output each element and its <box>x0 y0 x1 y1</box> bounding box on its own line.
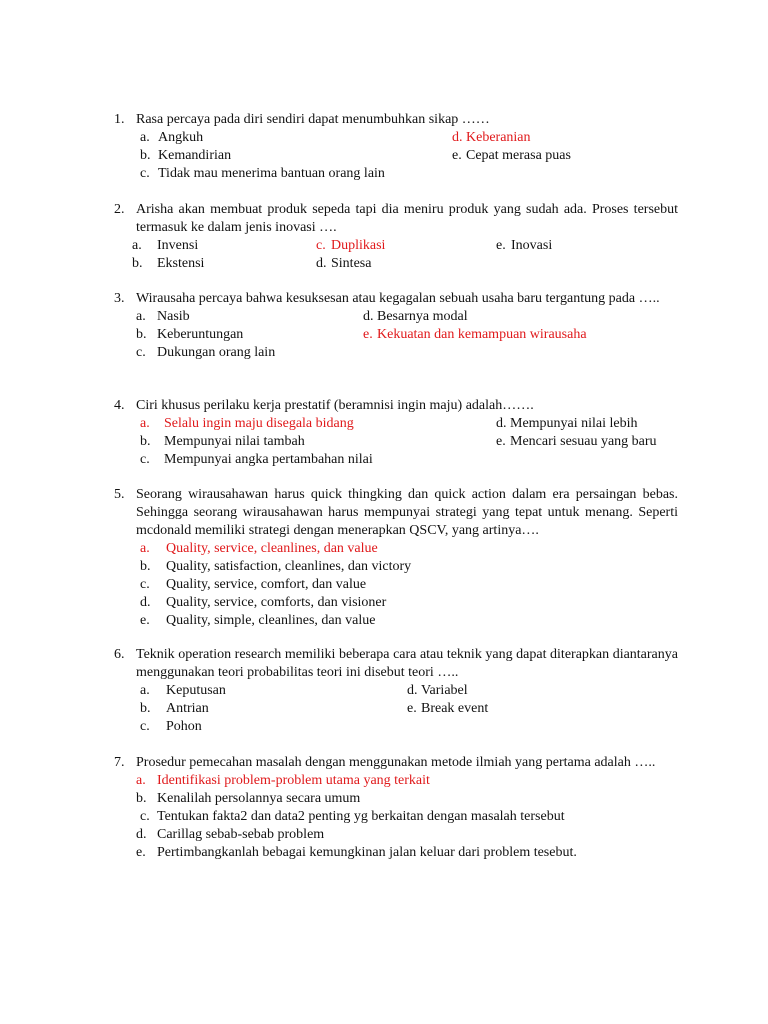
option-a: a. Nasib <box>136 309 190 324</box>
question-5 <box>114 486 678 630</box>
option-a: a. Angkuh <box>140 130 204 145</box>
option-a: a. Keputusan <box>140 683 226 698</box>
question-stem <box>114 486 678 540</box>
question-stem <box>114 290 678 308</box>
question-number: 6. <box>114 647 125 662</box>
option-c-correct: c. Duplikasi <box>316 238 386 253</box>
option-e: e. Quality, simple, cleanlines, dan value <box>140 613 376 628</box>
option-a-correct: a. Selalu ingin maju disegala bidang <box>140 416 354 431</box>
option-d: d. Carillag sebab-sebab problem <box>136 827 325 842</box>
question-3 <box>114 290 678 362</box>
question-text: Teknik operation research memiliki beberapa cara atau teknik yang dapat diterapkan diantaranya menggunakan teori probabilitas teori ini disebut teori ….. <box>136 647 678 680</box>
option-a-correct: a. Quality, service, cleanlines, dan value <box>140 541 378 556</box>
option-c: c. Quality, service, comfort, dan value <box>140 577 367 592</box>
option-list <box>114 682 678 736</box>
option-c: c. Dukungan orang lain <box>136 345 276 360</box>
option-e: e. Pertimbangkanlah bebagai kemungkinan jalan keluar dari problem tesebut. <box>136 845 577 860</box>
question-2 <box>114 201 678 273</box>
question-stem <box>114 754 678 772</box>
question-1 <box>114 111 678 183</box>
option-b: b. Mempunyai nilai tambah <box>140 434 305 449</box>
option-d: d. Quality, service, comforts, dan visioner <box>140 595 387 610</box>
option-b: b. Kemandirian <box>140 148 232 163</box>
question-stem <box>114 646 678 682</box>
question-number: 7. <box>114 755 125 770</box>
option-list <box>114 540 678 630</box>
option-e: e. Break event <box>407 701 489 716</box>
option-b: b. Antrian <box>140 701 209 716</box>
question-7 <box>114 754 678 862</box>
question-number: 1. <box>114 112 125 127</box>
option-c: c. Tidak mau menerima bantuan orang lain <box>140 166 385 181</box>
option-b: b. Ekstensi <box>132 256 205 271</box>
option-d: d. Sintesa <box>316 256 372 271</box>
option-e: e. Inovasi <box>496 238 553 253</box>
option-b: b. Kenalilah persolannya secara umum <box>136 791 361 806</box>
option-list <box>114 129 678 183</box>
option-c: c. Pohon <box>140 719 202 734</box>
option-e-correct: e. Kekuatan dan kemampuan wirausaha <box>363 327 587 342</box>
question-text: Arisha akan membuat produk sepeda tapi dia meniru produk yang sudah ada. Proses tersebut termasuk ke dalam jenis inovasi …. <box>136 202 678 235</box>
option-e: e. Mencari sesuau yang baru <box>496 434 657 449</box>
option-d-correct: d. Keberanian <box>452 130 531 145</box>
question-stem <box>114 397 678 415</box>
question-stem <box>114 111 678 129</box>
option-d: d. Mempunyai nilai lebih <box>496 416 638 431</box>
option-e: e. Cepat merasa puas <box>452 148 571 163</box>
question-number: 5. <box>114 487 125 502</box>
question-stem <box>114 201 678 237</box>
option-b: b. Quality, satisfaction, cleanlines, dan victory <box>140 559 412 574</box>
question-text: Prosedur pemecahan masalah dengan menggunakan metode ilmiah yang pertama adalah ….. <box>136 755 656 770</box>
option-a: a. Invensi <box>132 238 199 253</box>
question-text: Ciri khusus perilaku kerja prestatif (beramnisi ingin maju) adalah……. <box>136 398 534 413</box>
question-text: Seorang wirausahawan harus quick thingking dan quick action dalam era persaingan bebas. Sehingga seorang wirausahawan harus mempunyai strategi yang tepat untuk menang. Seperti mcdonald memiliki strategi dengan menerapkan QSCV, yang artinya…. <box>136 487 678 538</box>
option-d: d. Besarnya modal <box>363 309 468 324</box>
option-a-correct: a. Identifikasi problem-problem utama yang terkait <box>136 773 430 788</box>
option-c: c. Mempunyai angka pertambahan nilai <box>140 452 373 467</box>
option-c: c. Tentukan fakta2 dan data2 penting yg berkaitan dengan masalah tersebut <box>140 809 565 824</box>
question-number: 4. <box>114 398 125 413</box>
question-number: 3. <box>114 291 125 306</box>
question-number: 2. <box>114 202 125 217</box>
option-list <box>114 237 678 273</box>
option-list <box>114 772 678 862</box>
question-4 <box>114 397 678 469</box>
question-6 <box>114 646 678 736</box>
question-text: Wirausaha percaya bahwa kesuksesan atau kegagalan sebuah usaha baru tergantung pada ….. <box>136 291 660 306</box>
question-text: Rasa percaya pada diri sendiri dapat menumbuhkan sikap …… <box>136 112 490 127</box>
option-list <box>114 415 678 469</box>
option-d: d. Variabel <box>407 683 468 698</box>
option-list <box>114 308 678 362</box>
option-b: b. Keberuntungan <box>136 327 244 342</box>
